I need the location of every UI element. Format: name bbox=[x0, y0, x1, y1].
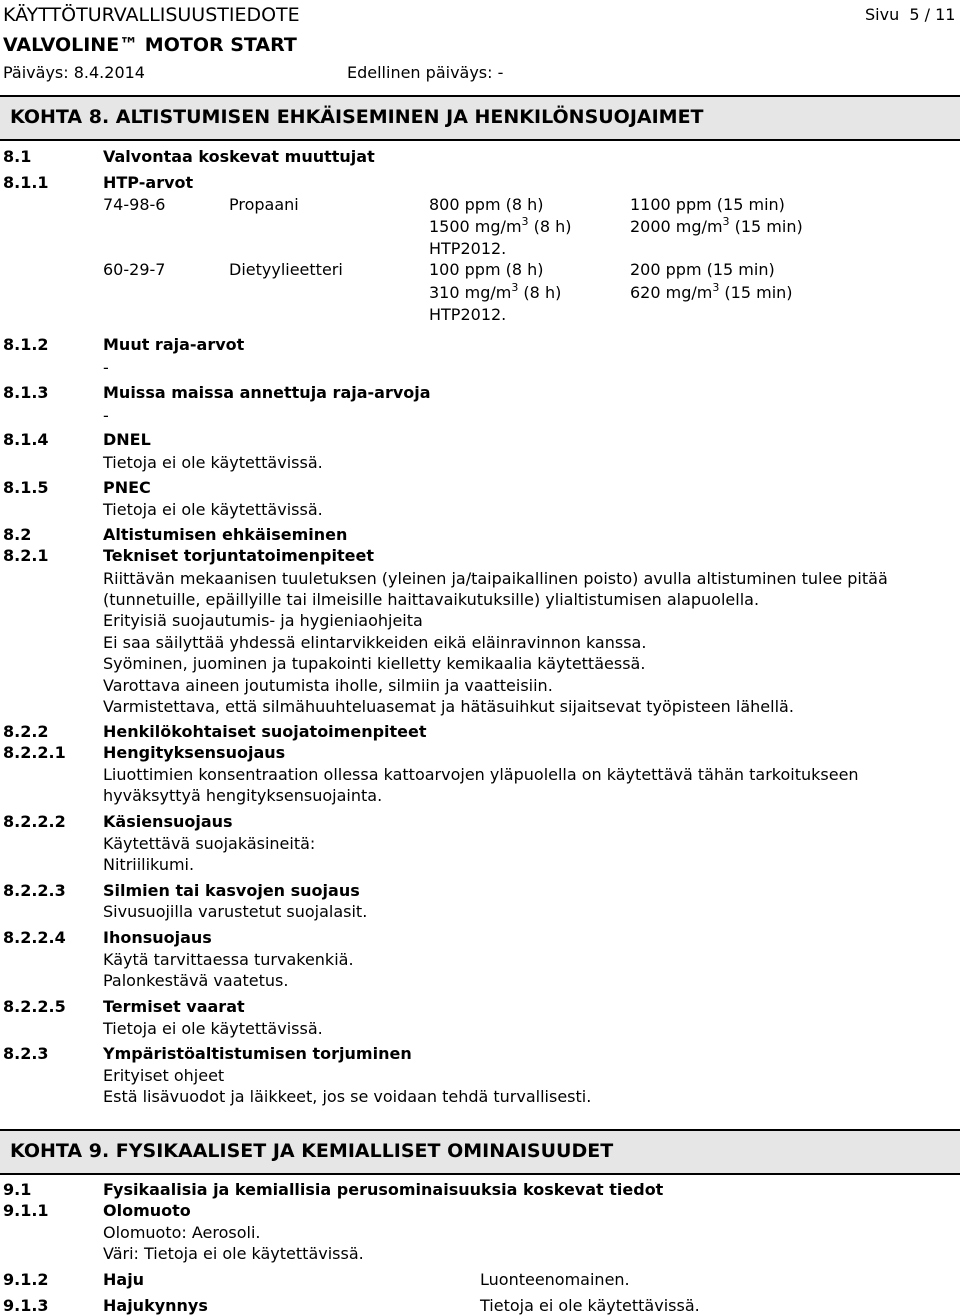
section-8-2-1-title: Tekniset torjuntatoimenpiteet bbox=[103, 546, 374, 565]
limit-8h-ppm: 800 ppm (8 h) bbox=[429, 195, 544, 214]
section-8-2-1-line: Erityisiä suojautumis- ja hygieniaohjeita bbox=[103, 611, 423, 630]
section-8-2-2-1-title: Hengityksensuojaus bbox=[103, 743, 286, 762]
substance-name: Dietyylieetteri bbox=[229, 260, 343, 279]
limit-15min-mgm3: 2000 $mg/m^3$ (15 min) bbox=[630, 215, 803, 236]
product-name: VALVOLINE™ MOTOR START bbox=[3, 34, 297, 56]
section-8-1-4-text: Tietoja ei ole käytettävissä. bbox=[103, 453, 323, 472]
section-8-2-2-3-line: Sivusuojilla varustetut suojalasit. bbox=[103, 902, 368, 921]
section-8-1-5-title: PNEC bbox=[103, 478, 151, 497]
document-type: KÄYTTÖTURVALLISUUSTIEDOTE bbox=[3, 4, 300, 26]
section-8-1-3-title: Muissa maissa annettuja raja-arvoja bbox=[103, 383, 431, 402]
section-8-1-3-text: - bbox=[103, 406, 109, 425]
section-8-2-2-2-line: Nitriilikumi. bbox=[103, 855, 195, 874]
section-8-1-1-title: HTP-arvot bbox=[103, 173, 194, 192]
section-9-title: KOHTA 9. FYSIKAALISET JA KEMIALLISET OMINAISUUDET bbox=[10, 1140, 614, 1162]
section-8-2-2-1-number: 8.2.2.1 bbox=[3, 743, 66, 762]
section-8-2-2-title: Henkilökohtaiset suojatoimenpiteet bbox=[103, 722, 427, 741]
section-9-header bbox=[0, 1129, 960, 1175]
substance-name: Propaani bbox=[229, 195, 299, 214]
document-date: Päiväys: 8.4.2014 bbox=[3, 63, 145, 82]
section-8-1-2-number: 8.1.2 bbox=[3, 335, 49, 354]
section-8-2-1-line: Syöminen, juominen ja tupakointi kielletty kemikaalia käytettäessä. bbox=[103, 654, 646, 673]
limit-source: HTP2012. bbox=[429, 239, 507, 258]
section-9-1-2-value: Luonteenomainen. bbox=[480, 1270, 630, 1289]
section-8-2-2-4-title: Ihonsuojaus bbox=[103, 928, 212, 947]
section-8-2-1-line: Varottava aineen joutumista iholle, silmiin ja vaatteisiin. bbox=[103, 676, 553, 695]
limit-15min-mgm3: 620 $mg/m^3$ (15 min) bbox=[630, 281, 793, 302]
page-number: Sivu 5 / 11 bbox=[865, 5, 956, 24]
section-8-2-2-2-title: Käsiensuojaus bbox=[103, 812, 233, 831]
section-8-1-4-number: 8.1.4 bbox=[3, 430, 49, 449]
section-8-2-1-line: Varmistettava, että silmähuuhteluasemat ja hätäsuihkut sijaitsevat työpisteen lähellä. bbox=[103, 697, 794, 716]
section-8-2-2-5-line: Tietoja ei ole käytettävissä. bbox=[103, 1019, 323, 1038]
section-8-title: KOHTA 8. ALTISTUMISEN EHKÄISEMINEN JA HENKILÖNSUOJAIMET bbox=[10, 106, 704, 128]
section-8-2-2-4-number: 8.2.2.4 bbox=[3, 928, 66, 947]
section-9-1-number: 9.1 bbox=[3, 1180, 32, 1199]
section-8-1-5-number: 8.1.5 bbox=[3, 478, 49, 497]
section-8-1-1-number: 8.1.1 bbox=[3, 173, 49, 192]
section-8-2-2-3-title: Silmien tai kasvojen suojaus bbox=[103, 881, 360, 900]
section-8-2-title: Altistumisen ehkäiseminen bbox=[103, 525, 348, 544]
section-9-1-1-title: Olomuoto bbox=[103, 1201, 191, 1220]
section-8-2-1-number: 8.2.1 bbox=[3, 546, 49, 565]
section-8-1-4-title: DNEL bbox=[103, 430, 151, 449]
section-8-2-1-paragraph: Riittävän mekaanisen tuuletuksen (yleinen ja/taipaikallinen poisto) avulla altistuminen tulee pitää (tunnetuille, epäillyille tai ilmeisille haittavaikutuksille) ylialtistumisen alapuolella. bbox=[103, 569, 888, 609]
section-8-2-2-4-line: Palonkestävä vaatetus. bbox=[103, 971, 289, 990]
section-8-1-5-text: Tietoja ei ole käytettävissä. bbox=[103, 500, 323, 519]
section-8-2-2-number: 8.2.2 bbox=[3, 722, 49, 741]
section-8-header bbox=[0, 95, 960, 141]
cas-number: 74-98-6 bbox=[103, 195, 166, 214]
section-9-1-2-number: 9.1.2 bbox=[3, 1270, 49, 1289]
limit-8h-mgm3: 1500 $mg/m^3$ (8 h) bbox=[429, 215, 572, 236]
section-8-1-title: Valvontaa koskevat muuttujat bbox=[103, 147, 375, 166]
section-8-2-2-4-line: Käytä tarvittaessa turvakenkiä. bbox=[103, 950, 354, 969]
section-9-1-1-number: 9.1.1 bbox=[3, 1201, 49, 1220]
previous-date: Edellinen päiväys: - bbox=[347, 63, 504, 82]
limit-source: HTP2012. bbox=[429, 305, 507, 324]
section-9-1-1-line: Olomuoto: Aerosoli. bbox=[103, 1223, 261, 1242]
section-8-2-2-3-number: 8.2.2.3 bbox=[3, 881, 66, 900]
limit-15min-ppm: 200 ppm (15 min) bbox=[630, 260, 775, 279]
section-8-2-3-line: Erityiset ohjeet bbox=[103, 1066, 225, 1085]
limit-8h-ppm: 100 ppm (8 h) bbox=[429, 260, 544, 279]
section-8-2-number: 8.2 bbox=[3, 525, 32, 544]
cas-number: 60-29-7 bbox=[103, 260, 166, 279]
section-8-2-2-2-line: Käytettävä suojakäsineitä: bbox=[103, 834, 316, 853]
section-8-1-3-number: 8.1.3 bbox=[3, 383, 49, 402]
section-8-1-2-text: - bbox=[103, 358, 109, 377]
section-9-1-3-number: 9.1.3 bbox=[3, 1296, 49, 1315]
section-8-2-2-5-number: 8.2.2.5 bbox=[3, 997, 66, 1016]
section-8-1-number: 8.1 bbox=[3, 147, 32, 166]
section-8-2-2-5-title: Termiset vaarat bbox=[103, 997, 245, 1016]
section-9-1-3-title: Hajukynnys bbox=[103, 1296, 208, 1315]
section-8-2-2-2-number: 8.2.2.2 bbox=[3, 812, 66, 831]
section-9-1-2-title: Haju bbox=[103, 1270, 145, 1289]
section-9-1-1-line: Väri: Tietoja ei ole käytettävissä. bbox=[103, 1244, 364, 1263]
section-9-1-3-value: Tietoja ei ole käytettävissä. bbox=[480, 1296, 700, 1315]
limit-8h-mgm3: 310 $mg/m^3$ (8 h) bbox=[429, 281, 562, 302]
section-8-1-2-title: Muut raja-arvot bbox=[103, 335, 245, 354]
section-8-2-2-1-paragraph: Liuottimien konsentraation ollessa kattoarvojen yläpuolella on käytettävä tähän tarkoitukseen hyväksyttyä hengityksensuojainta. bbox=[103, 765, 859, 805]
section-8-2-1-line: Ei saa säilyttää yhdessä elintarvikkeiden eikä eläinravinnon kanssa. bbox=[103, 633, 647, 652]
section-8-2-3-number: 8.2.3 bbox=[3, 1044, 49, 1063]
limit-15min-ppm: 1100 ppm (15 min) bbox=[630, 195, 785, 214]
section-8-2-3-title: Ympäristöaltistumisen torjuminen bbox=[103, 1044, 412, 1063]
section-9-1-title: Fysikaalisia ja kemiallisia perusominaisuuksia koskevat tiedot bbox=[103, 1180, 664, 1199]
section-8-2-3-line: Estä lisävuodot ja läikkeet, jos se voidaan tehdä turvallisesti. bbox=[103, 1087, 592, 1106]
